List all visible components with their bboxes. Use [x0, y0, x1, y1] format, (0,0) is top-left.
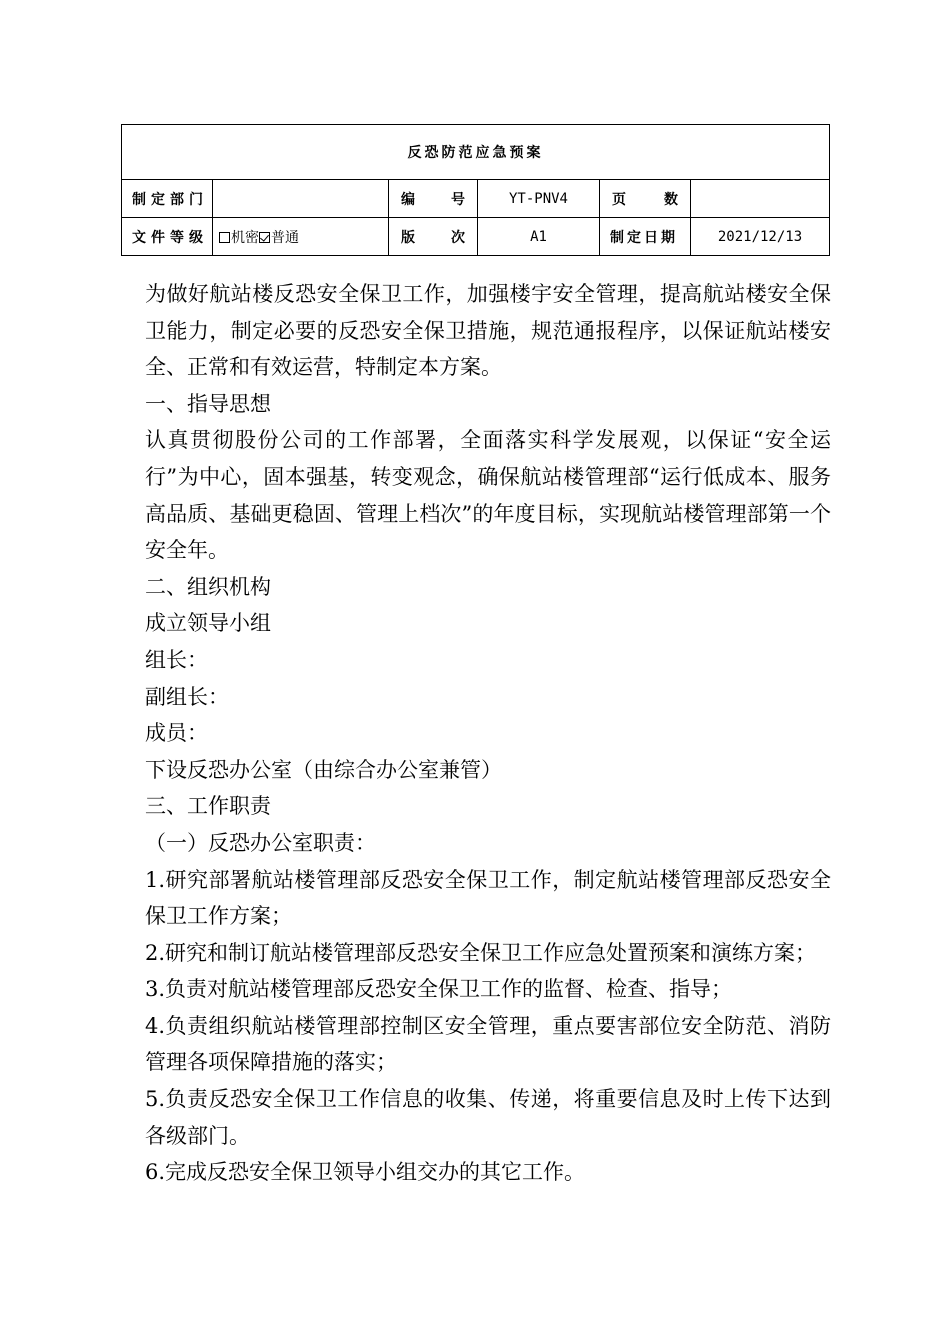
number-label-part-a: 编 — [401, 191, 415, 208]
document-body — [145, 276, 831, 1191]
version-label — [389, 218, 478, 256]
number-label-part-b: 号 — [451, 191, 465, 208]
duty-item: 6.完成反恐安全保卫领导小组交办的其它工作。 — [145, 1160, 586, 1185]
organization-line: 成立领导小组 — [145, 611, 271, 636]
duty-item: 1.研究部署航站楼管理部反恐安全保卫工作，制定航站楼管理部反恐安全保卫工作方案； — [145, 867, 831, 929]
level-options — [213, 218, 389, 256]
normal-option-label: 普通 — [271, 229, 299, 246]
date-value: 2021/12/13 — [691, 218, 830, 256]
leader-line: 组长： — [145, 647, 208, 672]
duty-item: 4.负责组织航站楼管理部控制区安全管理，重点要害部位安全防范、消防管理各项保障措施的落实； — [145, 1013, 831, 1075]
dept-label: 制定部门 — [122, 180, 213, 218]
section-heading-guiding-principle: 一、指导思想 — [145, 391, 271, 416]
deputy-leader-line: 副组长： — [145, 684, 229, 709]
intro-paragraph: 为做好航站楼反恐安全保卫工作，加强楼宇安全管理，提高航站楼安全保卫能力，制定必要的反恐安全保卫措施，规范通报程序，以保证航站楼安全、正常和有效运营，特制定本方案。 — [145, 282, 831, 380]
section-heading-duties: 三、工作职责 — [145, 794, 271, 819]
pages-label-part-a: 页 — [612, 191, 626, 208]
version-label-part-a: 版 — [401, 229, 415, 246]
number-label — [389, 180, 478, 218]
duty-item: 5.负责反恐安全保卫工作信息的收集、传递，将重要信息及时上传下达到各级部门。 — [145, 1087, 831, 1148]
version-value: A1 — [478, 218, 600, 256]
date-label: 制定日期 — [600, 218, 691, 256]
duty-item: 3.负责对航站楼管理部反恐安全保卫工作的监督、检查、指导； — [145, 977, 733, 1002]
document-title: 反恐防范应急预案 — [122, 125, 830, 180]
duty-item: 2.研究和制订航站楼管理部反恐安全保卫工作应急处置预案和演练方案； — [145, 940, 817, 965]
pages-label-part-b: 数 — [664, 191, 678, 208]
level-label: 文件等级 — [122, 218, 213, 256]
guiding-principle-paragraph: 认真贯彻股份公司的工作部署，全面落实科学发展观，以保证“安全运行”为中心，固本强基，转变观念，确保航站楼管理部“运行低成本、服务高品质、基础更稳固、管理上档次”的年度目标，实现航站楼管理部第一个安全年。 — [145, 428, 831, 563]
normal-checkbox[interactable] — [259, 232, 270, 243]
office-line: 下设反恐办公室（由综合办公室兼管） — [145, 757, 502, 782]
pages-value — [691, 180, 830, 218]
secret-option-label: 机密 — [231, 229, 259, 246]
number-value: YT-PNV4 — [478, 180, 600, 218]
subsection-heading-office-duties: （一）反恐办公室职责： — [145, 830, 376, 855]
members-line: 成员： — [145, 721, 208, 746]
secret-checkbox[interactable] — [219, 232, 230, 243]
section-heading-organization: 二、组织机构 — [145, 574, 271, 599]
document-header-table — [121, 124, 830, 256]
version-label-part-b: 次 — [451, 229, 465, 246]
pages-label — [600, 180, 691, 218]
dept-value — [213, 180, 389, 218]
